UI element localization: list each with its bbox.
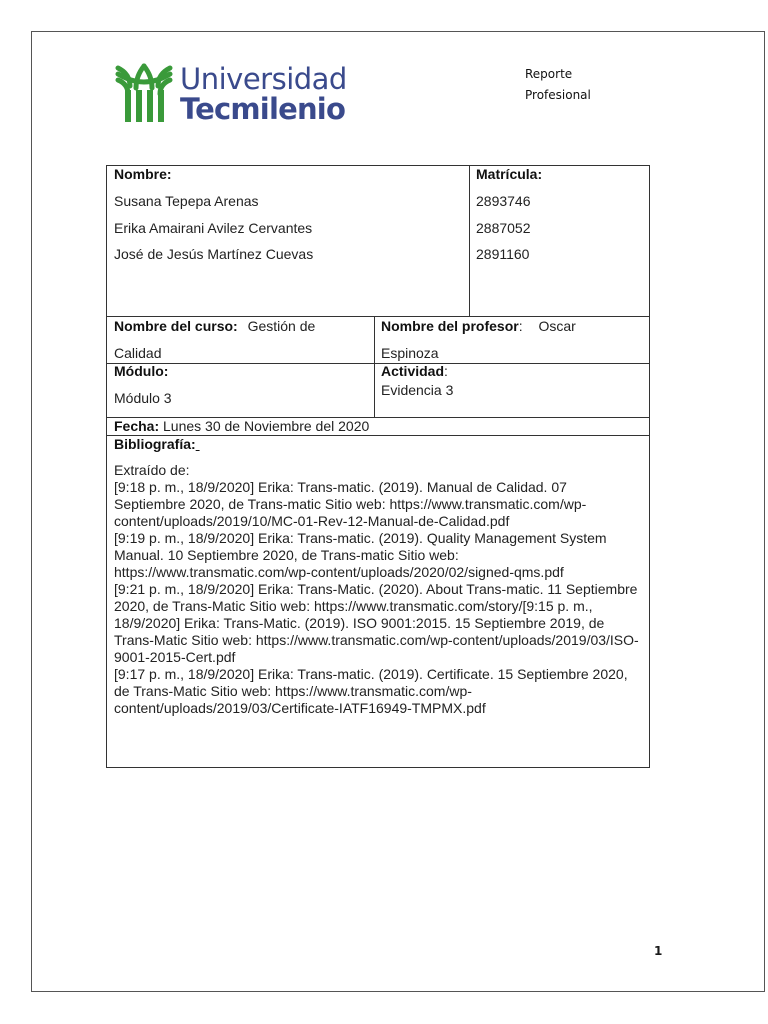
bibliography-entry: [9:19 p. m., 18/9/2020] Erika: Trans-matic. (2019). Quality Management System Manual. 10 Septiembre 2020, de Trans-matic Sitio web: https://www.transmatic.com/wp-content/uploads/2020/02/signed-qms.pdf xyxy=(114,530,607,580)
bibliography-entry: [9:21 p. m., 18/9/2020] Erika: Trans-Matic. (2020). About Trans-matic. 11 Septiembre 2020, de Trans-Matic Sitio web: https://www.transmatic.com/story/[9:15 p. m., 18/9/2020] Erika: Trans-Matic. (2019). ISO 9001:2015. 15 Septiembre 2019, de Trans-Matic Sitio web: https://www.transmatic.com/wp-content/uploads/2019/03/ISO-9001-2015-Cert.pdf xyxy=(114,581,639,665)
course-value: Gestión de xyxy=(247,318,316,334)
logo-text-line2: Tecmilenio xyxy=(180,92,346,126)
name-label: Nombre: xyxy=(114,166,172,182)
logo-text-line1: Universidad xyxy=(180,62,347,96)
page-number: 1 xyxy=(654,944,663,958)
bibliography-entry: [9:17 p. m., 18/9/2020] Erika: Trans-matic. (2019). Certificate. 15 Septiembre 2020, de Trans-Matic Sitio web: https://www.transmatic.com/wp-content/uploads/2019/03/Certificate-IATF16949-TMPMX.pdf xyxy=(114,666,628,716)
professor-field xyxy=(381,313,576,339)
course-label: Nombre del curso: xyxy=(114,318,238,334)
student-id: 2891160 xyxy=(476,246,530,262)
report-type-line2: Profesional xyxy=(525,88,591,102)
module-label: Módulo: xyxy=(114,363,169,379)
bibliography-label-text: Bibliografía: xyxy=(114,436,196,452)
university-logo xyxy=(114,60,374,126)
table-divider xyxy=(106,363,650,364)
bibliography-intro: Extraído de: xyxy=(114,462,190,478)
student-id: 2887052 xyxy=(476,220,531,236)
report-type xyxy=(525,64,591,106)
table-divider xyxy=(374,316,375,418)
course-field xyxy=(114,313,315,339)
professor-value-line2: Espinoza xyxy=(381,345,439,361)
student-name: José de Jesús Martínez Cuevas xyxy=(114,246,314,262)
id-label: Matrícula: xyxy=(476,166,543,182)
student-name: Susana Tepepa Arenas xyxy=(114,193,259,209)
date-value: Lunes 30 de Noviembre del 2020 xyxy=(163,418,370,434)
activity-label: Actividad xyxy=(381,363,445,379)
bibliography-entry: [9:18 p. m., 18/9/2020] Erika: Trans-matic. (2019). Manual de Calidad. 07 Septiembre 2020, de Trans-matic Sitio web: https://www.transmatic.com/wp-content/uploads/2019/10/MC-01-Rev-12-Manual-de-Calidad.pdf xyxy=(114,479,587,529)
activity-colon: : xyxy=(444,363,448,379)
activity-value: Evidencia 3 xyxy=(381,382,454,398)
student-name: Erika Amairani Avilez Cervantes xyxy=(114,220,313,236)
student-id: 2893746 xyxy=(476,193,531,209)
professor-label: Nombre del profesor xyxy=(381,318,519,334)
professor-colon: : xyxy=(518,318,523,334)
course-value-line2: Calidad xyxy=(114,345,162,361)
professor-value: Oscar xyxy=(538,318,576,334)
tecmilenio-logo-icon xyxy=(114,60,174,124)
report-type-line1: Reporte xyxy=(525,67,573,81)
bibliography-label xyxy=(114,431,200,457)
date-label: Fecha: xyxy=(114,418,160,434)
table-divider xyxy=(469,165,470,317)
bibliography-content xyxy=(114,462,642,717)
module-value: Módulo 3 xyxy=(114,390,172,406)
